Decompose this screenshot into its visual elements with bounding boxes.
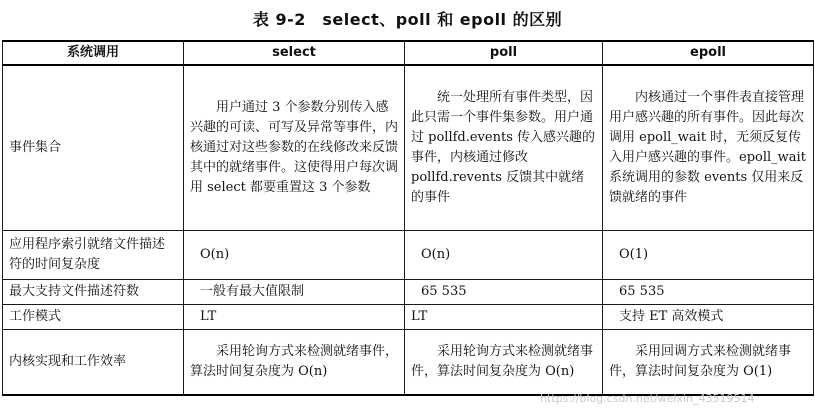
cell-select-kernel-impl: 采用轮询方式来检测就绪事件，算法时间复杂度为 O(n) xyxy=(184,330,405,396)
cell-epoll-event-set: 内核通过一个事件表直接管理用户感兴趣的所有事件。因此每次调用 epoll_wait 时，无须反复传入用户感兴趣的事件。epoll_wait 系统调用的参数 events 仅用来反馈就绪的事件 xyxy=(603,65,814,231)
row-label-work-mode: 工作模式 xyxy=(3,305,184,330)
cell-poll-max-fds: 65 535 xyxy=(405,280,603,305)
cell-select-index-complexity: O(n) xyxy=(184,231,405,280)
cell-epoll-max-fds: 65 535 xyxy=(603,280,814,305)
table-row xyxy=(3,305,814,330)
cell-poll-index-complexity: O(n) xyxy=(405,231,603,280)
header-syscall: 系统调用 xyxy=(3,41,184,65)
table-header-row xyxy=(3,41,814,65)
header-poll: poll xyxy=(405,41,603,65)
table-row xyxy=(3,330,814,396)
cell-poll-work-mode: LT xyxy=(405,305,603,330)
cell-epoll-index-complexity: O(1) xyxy=(603,231,814,280)
cell-select-max-fds: 一般有最大值限制 xyxy=(184,280,405,305)
comparison-table xyxy=(2,40,814,396)
table-row xyxy=(3,231,814,280)
cell-epoll-work-mode: 支持 ET 高效模式 xyxy=(603,305,814,330)
row-label-index-complexity: 应用程序索引就绪文件描述符的时间复杂度 xyxy=(3,231,184,280)
table-title: 表 9-2 select、poll 和 epoll 的区别 xyxy=(252,10,563,29)
row-label-max-fds: 最大支持文件描述符数 xyxy=(3,280,184,305)
table-row xyxy=(3,280,814,305)
cell-poll-event-set: 统一处理所有事件类型，因此只需一个事件集参数。用户通过 pollfd.events 传入感兴趣的事件，内核通过修改 pollfd.revents 反馈其中就绪的事件 xyxy=(405,65,603,231)
row-label-kernel-impl: 内核实现和工作效率 xyxy=(3,330,184,396)
cell-select-event-set: 用户通过 3 个参数分别传入感兴趣的可读、可写及异常等事件，内核通过对这些参数的在线修改来反馈其中的就绪事件。这使得用户每次调用 select 都要重置这 3 个参数 xyxy=(184,65,405,231)
header-epoll: epoll xyxy=(603,41,814,65)
watermark: https://blog.csdn.net/weixin_43519514 xyxy=(540,392,755,405)
cell-epoll-kernel-impl: 采用回调方式来检测就绪事件，算法时间复杂度为 O(1) xyxy=(603,330,814,396)
header-select: select xyxy=(184,41,405,65)
cell-select-work-mode: LT xyxy=(184,305,405,330)
cell-poll-kernel-impl: 采用轮询方式来检测就绪事件，算法时间复杂度为 O(n) xyxy=(405,330,603,396)
row-label-event-set: 事件集合 xyxy=(3,65,184,231)
table-row xyxy=(3,65,814,231)
